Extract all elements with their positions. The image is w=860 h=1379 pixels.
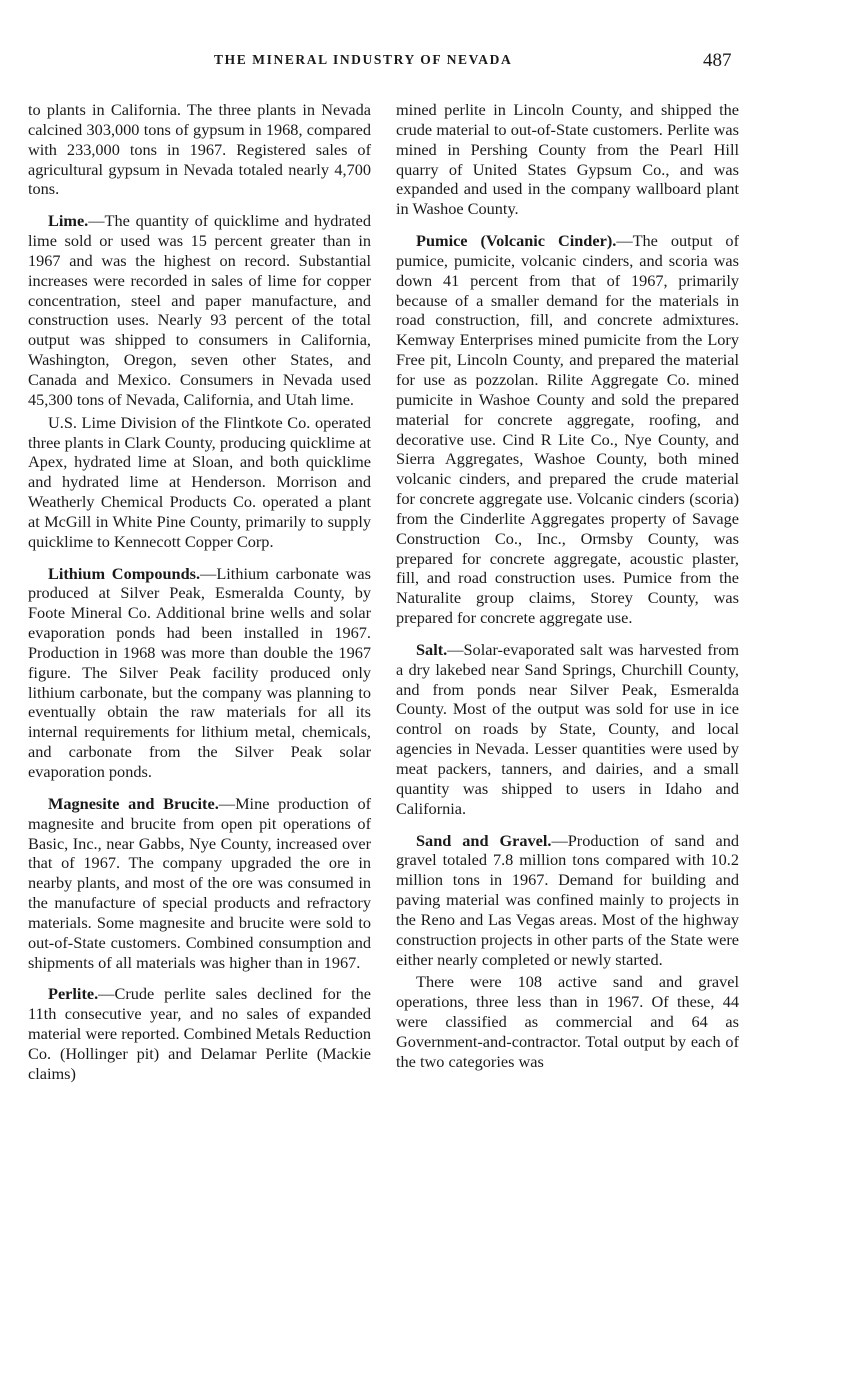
page-number: 487	[703, 50, 732, 71]
paragraph-perlite-continued: mined perlite in Lincoln County, and shipped the crude material to out-of-State customers. Perlite was mined in Pershing County from the Pearl Hill quarry of United States Gypsum Co., and was expanded and used in the company wallboard plant in Washoe County.	[396, 100, 739, 219]
paragraph-sand-operations: There were 108 active sand and gravel operations, three less than in 1967. Of these, 44 were classified as commercial and 64 as Government-and-contractor. Total output by each of the two categories was	[396, 972, 739, 1071]
section-text-magnesite: —Mine production of magnesite and brucite from open pit operations of Basic, Inc., near Gabbs, Nye County, increased over that of 1967. The company upgraded the ore in nearby plants, and most of the ore was consumed in the manufacture of special products and refractory materials. Some magnesite and brucite were sold to out-of-State customers. Combined consumption and shipments of all materials was higher than in 1967.	[28, 793, 372, 972]
section-heading-lithium: Lithium Compounds.	[48, 563, 201, 583]
running-head	[0, 50, 860, 72]
section-text-salt: —Solar-evaporated salt was harvested from a dry lakebed near Sand Springs, Churchill County, and from ponds near Silver Peak, Esmeralda County. Most of the output was sold for use in ice control on roads by State, County, and local agencies in Nevada. Lesser quantities were used by meat packers, tanners, and dairies, and a small quantity was shipped to users in Idaho and California.	[396, 639, 739, 818]
section-salt	[396, 640, 739, 819]
section-text-lime: —The quantity of quicklime and hydrated lime sold or used was 15 percent greater than in 1967 and was the highest on record. Substantial increases were recorded in sales of lime for copper concentration, steel and paper manufacture, and construction uses. Nearly 93 percent of the total output was shipped to consumers in California, Washington, Oregon, seven other States, and Canada and Mexico. Consumers in Nevada used 45,300 tons of Nevada, California, and Utah lime.	[28, 211, 371, 409]
section-heading-lime: Lime.	[48, 211, 89, 231]
section-text-pumice: —The output of pumice, pumicite, volcanic cinders, and scoria was down 41 percent from that of 1967, primarily because of a smaller demand for the materials in road construction, fill, and concrete admixtures. Kemway Enterprises mined pumicite from the Lory Free pit, Lincoln County, and prepared the material for use as pozzolan. Rilite Aggregate Co. mined pumicite in Washoe County and sold the prepared material for concrete aggregate, roofing, and decorative use. Cind R Lite Co., Nye County, and Sierra Aggregates, Washoe County, both mined volcanic cinders, and prepared the crude material for concrete aggregate use. Volcanic cinders (scoria) from the Cinderlite Aggregates property of Savage Construction Co., Inc., Ormsby County, was prepared for concrete aggregate, acoustic plaster, fill, and road construction uses. Pumice from the Naturalite group claims, Storey County, was prepared for concrete aggregate use.	[396, 231, 739, 628]
left-column	[28, 100, 371, 1084]
section-pumice	[396, 231, 739, 628]
paragraph-lime-plants: U.S. Lime Division of the Flintkote Co. operated three plants in Clark County, producing quicklime at Apex, hydrated lime at Sloan, and both quicklime and hydrated lime at Henderson. Morrison and Weatherly Chemical Products Co. operated a plant at McGill in White Pine County, primarily to supply quicklime to Kennecott Copper Corp.	[28, 412, 371, 551]
section-heading-salt: Salt.	[416, 639, 448, 659]
section-heading-magnesite: Magnesite and Brucite.	[48, 793, 219, 813]
section-text-sand-gravel: —Production of sand and gravel totaled 7.8 million tons compared with 10.2 million tons in 1967. Demand for building and paving material was confined mainly to projects in the Reno and Las Vegas areas. Most of the highway construction projects in other parts of the State were either nearly completed or newly started.	[396, 830, 739, 969]
section-heading-perlite: Perlite.	[48, 984, 99, 1004]
running-title: THE MINERAL INDUSTRY OF NEVADA	[214, 52, 513, 67]
section-heading-sand-gravel: Sand and Gravel.	[416, 830, 552, 850]
section-lithium	[28, 564, 371, 782]
section-text-lithium: —Lithium carbonate was produced at Silver Peak, Esmeralda County, by Foote Mineral Co. Additional brine wells and solar evaporation ponds had been installed in 1967. Production in 1968 was more than double the 1967 figure. The Silver Peak facility produced only lithium carbonate, but the company was planning to eventually obtain the raw materials for all its internal requirements for lithium metal, chemicals, and carbonate from the Silver Peak solar evaporation ponds.	[28, 563, 371, 781]
section-text-perlite: —Crude perlite sales declined for the 11th consecutive year, and no sales of expanded material were reported. Combined Metals Reduction Co. (Hollinger pit) and Delamar Perlite (Mackie claims)	[28, 984, 371, 1083]
section-lime	[28, 211, 371, 409]
section-magnesite	[28, 794, 371, 973]
right-column	[396, 100, 739, 1072]
section-heading-pumice: Pumice (Volcanic Cinder).	[416, 231, 617, 251]
paragraph-gypsum-continued: to plants in California. The three plants in Nevada calcined 303,000 tons of gypsum in 1968, compared with 233,000 tons in 1967. Registered sales of agricultural gypsum in Nevada totaled nearly 4,700 tons.	[28, 100, 371, 199]
section-perlite	[28, 984, 371, 1083]
section-sand-gravel	[396, 831, 739, 970]
